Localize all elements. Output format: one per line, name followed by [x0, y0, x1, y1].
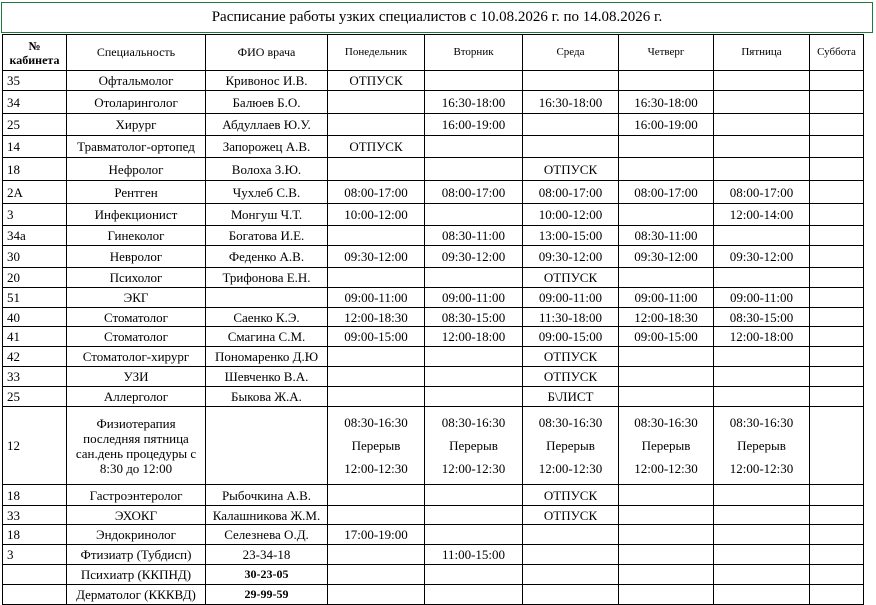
physio-cell-mon: 08:30-16:30 Перерыв 12:00-12:30: [328, 407, 425, 485]
cell-room: [3, 565, 67, 585]
cell-room: 35: [3, 71, 67, 91]
cell-spec: Психолог: [67, 268, 206, 288]
cell-doctor: Трифонова Е.Н.: [206, 268, 328, 288]
cell-wed: 10:00-12:00: [523, 204, 619, 226]
cell-doctor: Кривонос И.В.: [206, 71, 328, 91]
cell-thu: 16:30-18:00: [619, 91, 714, 114]
cell-sat: [810, 226, 864, 246]
cell-tue: [425, 136, 523, 158]
cell-empty: [523, 585, 619, 605]
cell-doctor: Смагина С.М.: [206, 327, 328, 347]
table-row: [3, 485, 864, 506]
cell-mon: [328, 506, 425, 525]
table-row: [3, 525, 864, 545]
cell-empty: [714, 585, 810, 605]
cell-sat: [810, 246, 864, 268]
table-row: [3, 204, 864, 226]
table-row: [3, 387, 864, 407]
cell-sat: [810, 525, 864, 545]
physio-cell-doctor: [206, 407, 328, 485]
cell-thu: 08:00-17:00: [619, 181, 714, 204]
cell-mon: 09:00-15:00: [328, 327, 425, 347]
cell-thu: [619, 158, 714, 181]
cell-tue: 12:00-18:00: [425, 327, 523, 347]
cell-tue: 08:30-11:00: [425, 226, 523, 246]
cell-doctor: Абдуллаев Ю.У.: [206, 114, 328, 136]
cell-spec: Эндокринолог: [67, 525, 206, 545]
cell-sat: [810, 367, 864, 387]
cell-wed: ОТПУСК: [523, 485, 619, 506]
cell-room: 3: [3, 545, 67, 565]
cell-thu: [619, 347, 714, 367]
cell-sat: [810, 204, 864, 226]
table-row: [3, 288, 864, 308]
cell-spec: Гинеколог: [67, 226, 206, 246]
cell-thu: [619, 136, 714, 158]
cell-thu: [619, 506, 714, 525]
cell-tue: 09:00-11:00: [425, 288, 523, 308]
cell-wed: [523, 114, 619, 136]
header-monday: Понедельник: [328, 35, 425, 71]
header-doctor: ФИО врача: [206, 35, 328, 71]
cell-wed: [523, 525, 619, 545]
cell-fri: 09:00-11:00: [714, 288, 810, 308]
cell-mon: 09:00-11:00: [328, 288, 425, 308]
cell-room: 33: [3, 506, 67, 525]
cell-fri: [714, 268, 810, 288]
cell-doctor: Монгуш Ч.Т.: [206, 204, 328, 226]
cell-sat: [810, 327, 864, 347]
cell-wed: 09:00-15:00: [523, 327, 619, 347]
cell-room: 20: [3, 268, 67, 288]
cell-fri: [714, 114, 810, 136]
cell-room: 51: [3, 288, 67, 308]
cell-fri: [714, 525, 810, 545]
cell-phone: 29-99-59: [206, 585, 328, 605]
cell-fri: [714, 71, 810, 91]
cell-empty: [523, 565, 619, 585]
header-wednesday: Среда: [523, 35, 619, 71]
table-row: [3, 545, 864, 565]
cell-room: 30: [3, 246, 67, 268]
cell-room: 2А: [3, 181, 67, 204]
cell-room: 3: [3, 204, 67, 226]
cell-doctor: Запорожец А.В.: [206, 136, 328, 158]
schedule-title: Расписание работы узких специалистов с 10.08.2026 г. по 14.08.2026 г.: [1, 2, 873, 33]
cell-doctor: Чухлеб С.В.: [206, 181, 328, 204]
cell-room: 41: [3, 327, 67, 347]
cell-thu: [619, 525, 714, 545]
table-row: [3, 268, 864, 288]
cell-fri: [714, 387, 810, 407]
cell-sat: [810, 181, 864, 204]
cell-mon: ОТПУСК: [328, 136, 425, 158]
cell-wed: [523, 545, 619, 565]
cell-thu: [619, 545, 714, 565]
table-row: [3, 158, 864, 181]
cell-sat: [810, 506, 864, 525]
cell-mon: [328, 268, 425, 288]
cell-sat: [810, 387, 864, 407]
cell-sat: [810, 158, 864, 181]
cell-sat: [810, 71, 864, 91]
cell-room: 14: [3, 136, 67, 158]
cell-sat: [810, 91, 864, 114]
cell-mon: 10:00-12:00: [328, 204, 425, 226]
cell-sat: [810, 545, 864, 565]
cell-tue: [425, 204, 523, 226]
cell-sat: [810, 347, 864, 367]
cell-room: 34а: [3, 226, 67, 246]
cell-tue: 16:30-18:00: [425, 91, 523, 114]
cell-fri: [714, 226, 810, 246]
table-row-physiotherapy: [3, 407, 864, 485]
header-tuesday: Вторник: [425, 35, 523, 71]
cell-thu: [619, 485, 714, 506]
cell-room: 34: [3, 91, 67, 114]
cell-wed: [523, 136, 619, 158]
cell-room: 18: [3, 158, 67, 181]
table-row: [3, 347, 864, 367]
cell-fri: [714, 545, 810, 565]
cell-wed: 09:00-11:00: [523, 288, 619, 308]
table-row: [3, 367, 864, 387]
cell-wed: 11:30-18:00: [523, 308, 619, 327]
cell-doctor: Феденко А.В.: [206, 246, 328, 268]
cell-thu: 12:00-18:30: [619, 308, 714, 327]
cell-tue: 11:00-15:00: [425, 545, 523, 565]
cell-spec: УЗИ: [67, 367, 206, 387]
cell-room: 25: [3, 387, 67, 407]
cell-room: 25: [3, 114, 67, 136]
cell-thu: [619, 387, 714, 407]
cell-doctor: Саенко К.Э.: [206, 308, 328, 327]
cell-tue: 08:30-15:00: [425, 308, 523, 327]
header-room: № кабинета: [3, 35, 67, 71]
cell-empty: [619, 585, 714, 605]
cell-tue: 08:00-17:00: [425, 181, 523, 204]
cell-empty: [328, 565, 425, 585]
cell-doctor: 23-34-18: [206, 545, 328, 565]
cell-tue: 16:00-19:00: [425, 114, 523, 136]
cell-empty: [425, 565, 523, 585]
cell-wed: 08:00-17:00: [523, 181, 619, 204]
header-saturday: Суббота: [810, 35, 864, 71]
header-thursday: Четверг: [619, 35, 714, 71]
cell-spec: Офтальмолог: [67, 71, 206, 91]
cell-tue: 09:30-12:00: [425, 246, 523, 268]
cell-tue: [425, 268, 523, 288]
cell-phone: 30-23-05: [206, 565, 328, 585]
cell-empty: [619, 565, 714, 585]
cell-sat: [810, 288, 864, 308]
cell-doctor: Калашникова Ж.М.: [206, 506, 328, 525]
physio-cell-thu: 08:30-16:30 Перерыв 12:00-12:30: [619, 407, 714, 485]
cell-mon: [328, 114, 425, 136]
cell-thu: [619, 71, 714, 91]
table-row-phone: [3, 585, 864, 605]
cell-doctor: Шевченко В.А.: [206, 367, 328, 387]
cell-room: 40: [3, 308, 67, 327]
cell-wed: ОТПУСК: [523, 268, 619, 288]
cell-spec: Нефролог: [67, 158, 206, 181]
cell-spec: Гастроэнтеролог: [67, 485, 206, 506]
cell-fri: [714, 506, 810, 525]
cell-empty: [328, 585, 425, 605]
cell-thu: 09:00-11:00: [619, 288, 714, 308]
table-row: [3, 91, 864, 114]
cell-mon: 09:30-12:00: [328, 246, 425, 268]
cell-fri: [714, 485, 810, 506]
cell-mon: 08:00-17:00: [328, 181, 425, 204]
cell-thu: 09:00-15:00: [619, 327, 714, 347]
cell-wed: Б\ЛИСТ: [523, 387, 619, 407]
cell-fri: [714, 367, 810, 387]
cell-room: 18: [3, 485, 67, 506]
cell-doctor: Быкова Ж.А.: [206, 387, 328, 407]
cell-wed: [523, 71, 619, 91]
cell-fri: 12:00-18:00: [714, 327, 810, 347]
cell-fri: 08:00-17:00: [714, 181, 810, 204]
cell-spec: Стоматолог-хирург: [67, 347, 206, 367]
table-row: [3, 226, 864, 246]
cell-mon: 12:00-18:30: [328, 308, 425, 327]
cell-tue: [425, 506, 523, 525]
cell-fri: [714, 136, 810, 158]
cell-mon: [328, 226, 425, 246]
cell-wed: 13:00-15:00: [523, 226, 619, 246]
table-row: [3, 181, 864, 204]
cell-sat: [810, 308, 864, 327]
cell-tue: [425, 158, 523, 181]
cell-empty: [425, 585, 523, 605]
cell-spec: Отоларинголог: [67, 91, 206, 114]
cell-mon: [328, 91, 425, 114]
cell-wed: ОТПУСК: [523, 347, 619, 367]
cell-room: [3, 585, 67, 605]
cell-spec: Дерматолог (КККВД): [67, 585, 206, 605]
physio-cell-room: 12: [3, 407, 67, 485]
cell-thu: [619, 268, 714, 288]
cell-spec: ЭКГ: [67, 288, 206, 308]
cell-mon: ОТПУСК: [328, 71, 425, 91]
cell-room: 42: [3, 347, 67, 367]
cell-wed: 09:30-12:00: [523, 246, 619, 268]
cell-fri: 12:00-14:00: [714, 204, 810, 226]
schedule-table: [2, 34, 864, 605]
physio-cell-tue: 08:30-16:30 Перерыв 12:00-12:30: [425, 407, 523, 485]
cell-spec: Стоматолог: [67, 308, 206, 327]
physio-cell-sat: [810, 407, 864, 485]
cell-empty: [810, 585, 864, 605]
cell-tue: [425, 347, 523, 367]
cell-doctor: [206, 288, 328, 308]
cell-spec: ЭХОКГ: [67, 506, 206, 525]
cell-wed: ОТПУСК: [523, 506, 619, 525]
cell-tue: [425, 525, 523, 545]
cell-spec: Инфекционист: [67, 204, 206, 226]
cell-sat: [810, 485, 864, 506]
physio-cell-spec: Физиотерапия последняя пятница сан.день процедуры с 8:30 до 12:00: [67, 407, 206, 485]
cell-mon: [328, 387, 425, 407]
cell-fri: 08:30-15:00: [714, 308, 810, 327]
cell-doctor: Богатова И.Е.: [206, 226, 328, 246]
cell-spec: Невролог: [67, 246, 206, 268]
cell-sat: [810, 268, 864, 288]
cell-spec: Стоматолог: [67, 327, 206, 347]
table-row: [3, 71, 864, 91]
cell-mon: [328, 347, 425, 367]
cell-thu: 09:30-12:00: [619, 246, 714, 268]
cell-spec: Аллерголог: [67, 387, 206, 407]
cell-wed: 16:30-18:00: [523, 91, 619, 114]
cell-tue: [425, 387, 523, 407]
cell-mon: [328, 367, 425, 387]
cell-doctor: Волоха З.Ю.: [206, 158, 328, 181]
cell-spec: Фтизиатр (Тубдисп): [67, 545, 206, 565]
table-row: [3, 114, 864, 136]
cell-empty: [810, 565, 864, 585]
cell-fri: [714, 91, 810, 114]
table-row-phone: [3, 565, 864, 585]
cell-fri: [714, 158, 810, 181]
cell-doctor: Пономаренко Д.Ю: [206, 347, 328, 367]
table-row: [3, 136, 864, 158]
table-row: [3, 506, 864, 525]
header-friday: Пятница: [714, 35, 810, 71]
cell-room: 18: [3, 525, 67, 545]
cell-thu: [619, 204, 714, 226]
cell-spec: Психиатр (ККПНД): [67, 565, 206, 585]
cell-spec: Хирург: [67, 114, 206, 136]
cell-sat: [810, 114, 864, 136]
table-row: [3, 246, 864, 268]
cell-thu: 16:00-19:00: [619, 114, 714, 136]
cell-fri: 09:30-12:00: [714, 246, 810, 268]
cell-fri: [714, 347, 810, 367]
cell-mon: [328, 158, 425, 181]
physio-cell-wed: 08:30-16:30 Перерыв 12:00-12:30: [523, 407, 619, 485]
cell-doctor: Балюев Б.О.: [206, 91, 328, 114]
cell-mon: 17:00-19:00: [328, 525, 425, 545]
table-row: [3, 308, 864, 327]
cell-wed: ОТПУСК: [523, 367, 619, 387]
cell-mon: [328, 485, 425, 506]
table-row: [3, 327, 864, 347]
cell-thu: [619, 367, 714, 387]
cell-room: 33: [3, 367, 67, 387]
cell-empty: [714, 565, 810, 585]
cell-spec: Рентген: [67, 181, 206, 204]
header-row: [3, 35, 864, 71]
cell-tue: [425, 71, 523, 91]
physio-cell-fri: 08:30-16:30 Перерыв 12:00-12:30: [714, 407, 810, 485]
cell-doctor: Рыбочкина А.В.: [206, 485, 328, 506]
cell-thu: 08:30-11:00: [619, 226, 714, 246]
cell-mon: [328, 545, 425, 565]
cell-spec: Травматолог-ортопед: [67, 136, 206, 158]
cell-doctor: Селезнева О.Д.: [206, 525, 328, 545]
cell-wed: ОТПУСК: [523, 158, 619, 181]
cell-tue: [425, 485, 523, 506]
cell-sat: [810, 136, 864, 158]
header-specialty: Специальность: [67, 35, 206, 71]
cell-tue: [425, 367, 523, 387]
